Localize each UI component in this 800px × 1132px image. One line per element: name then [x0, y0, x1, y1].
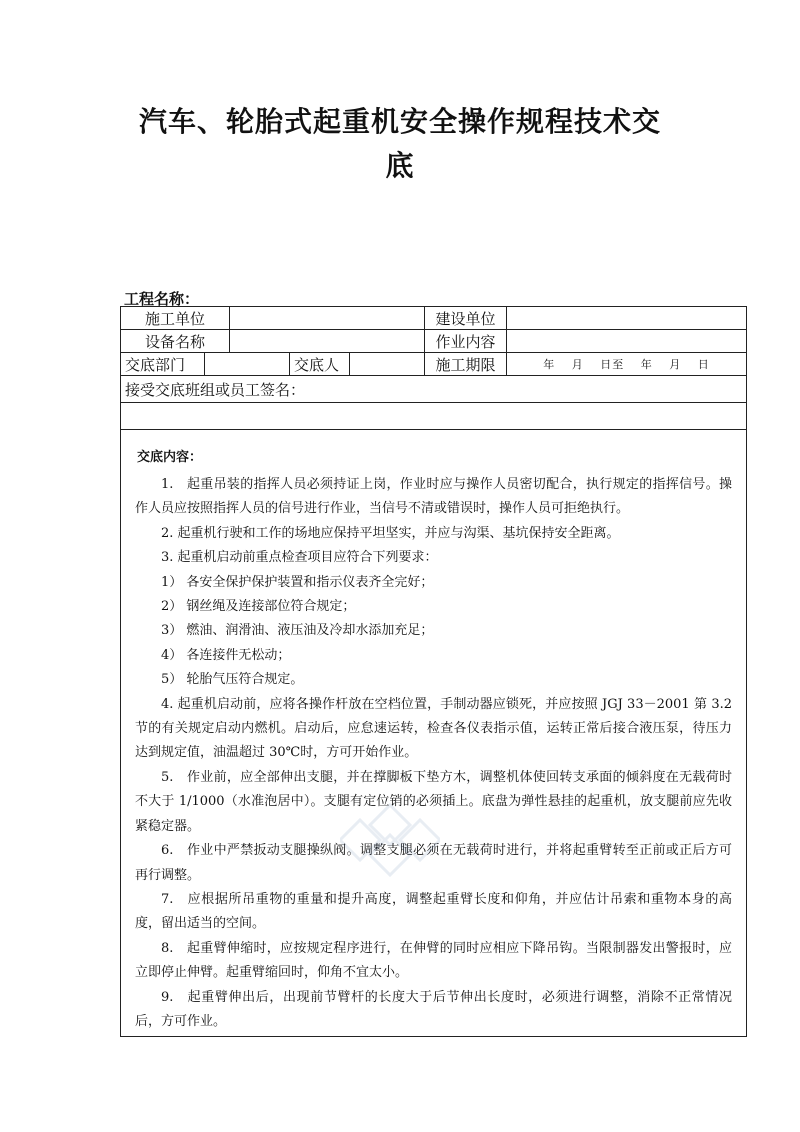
table-row [121, 403, 747, 430]
content-paragraph: 8. 起重臂伸缩时，应按规定程序进行，在伸臂的同时应相应下降吊钩。当限制器发出警报时，应立即停止伸臂。起重臂缩回时，仰角不宜太小。 [135, 940, 733, 981]
content-paragraph: 2. 起重机行驶和工作的场地应保持平坦坚实，并应与沟渠、基坑保持安全距离。 [161, 525, 620, 541]
content-heading: 交底内容： [137, 450, 203, 465]
handover-dept-field[interactable] [205, 353, 290, 376]
project-name-label: 工程名称： [124, 290, 200, 308]
content-paragraph: 4. 起重机启动前，应将各操作杆放在空档位置，手制动器应锁死，并应按照 JGJ 33－2001 第 3.2 节的有关规定启动内燃机。启动后，应怠速运转，检查各仪表指示值，运转正常后接合液压泵，待压力达到规定值，油温超过 30℃时，方可开始作业。 [135, 696, 733, 761]
work-content-field[interactable] [507, 330, 747, 353]
signature-field[interactable] [121, 403, 747, 430]
construction-period-dates[interactable]: 年 月 日至 年 月 日 [507, 353, 747, 376]
equipment-name-field[interactable] [230, 330, 425, 353]
title-line-2: 底 [385, 149, 415, 182]
construction-period-label: 施工期限 [425, 353, 507, 376]
content-paragraph: 2） 钢丝绳及连接部位符合规定； [161, 599, 356, 615]
work-content-label: 作业内容 [425, 330, 507, 353]
content-paragraph: 3. 起重机启动前重点检查项目应符合下列要求： [161, 550, 438, 566]
table-row [121, 307, 747, 330]
building-unit-field[interactable] [507, 307, 747, 330]
content-paragraph: 1） 各安全保护保护装置和指示仪表齐全完好； [161, 574, 434, 590]
handover-person-field[interactable] [350, 353, 425, 376]
content-paragraph: 5. 作业前，应全部伸出支腿，并在撑脚板下垫方木，调整机体使回转支承面的倾斜度在无载荷时不大于 1/1000（水准泡居中）。支腿有定位销的必须插上。底盘为弹性悬挂的起重机，放支腿前应先收紧稳定器。 [135, 769, 733, 834]
construction-unit-field[interactable] [230, 307, 425, 330]
handover-content-cell [121, 430, 747, 1037]
handover-dept-label: 交底部门 [121, 353, 205, 376]
title-line-1: 汽车、轮胎式起重机安全操作规程技术交 [138, 105, 661, 138]
content-paragraph: 4） 各连接件无松动； [161, 647, 291, 663]
table-row [121, 353, 747, 376]
content-paragraph: 9. 起重臂伸出后，出现前节臂杆的长度大于后节伸出长度时，必须进行调整，消除不正常情况后，方可作业。 [135, 989, 733, 1029]
construction-unit-label: 施工单位 [121, 307, 230, 330]
document-title [0, 100, 800, 188]
watermark-logo-icon [340, 800, 440, 880]
table-row [121, 430, 747, 1037]
table-row [121, 330, 747, 353]
handover-person-label: 交底人 [290, 353, 350, 376]
equipment-name-label: 设备名称 [121, 330, 230, 353]
content-paragraph: 5） 轮胎气压符合规定。 [161, 672, 304, 688]
content-paragraph: 7. 应根据所吊重物的重量和提升高度，调整起重臂长度和仰角，并应估计吊索和重物本身的高度，留出适当的空间。 [135, 891, 733, 932]
content-paragraph: 6. 作业中严禁扳动支腿操纵阀。调整支腿必须在无载荷时进行，并将起重臂转至正前或正后方可再行调整。 [135, 843, 733, 883]
handover-form-table [120, 306, 747, 1037]
building-unit-label: 建设单位 [425, 307, 507, 330]
content-paragraph: 1. 起重吊装的指挥人员必须持证上岗，作业时应与操作人员密切配合，执行规定的指挥信号。操作人员应按照指挥人员的信号进行作业，当信号不清或错误时，操作人员可拒绝执行。 [135, 477, 733, 517]
table-row [121, 376, 747, 403]
signature-label: 接受交底班组或员工签名： [121, 376, 747, 403]
content-paragraph: 3） 燃油、润滑油、液压油及冷却水添加充足； [161, 623, 434, 639]
